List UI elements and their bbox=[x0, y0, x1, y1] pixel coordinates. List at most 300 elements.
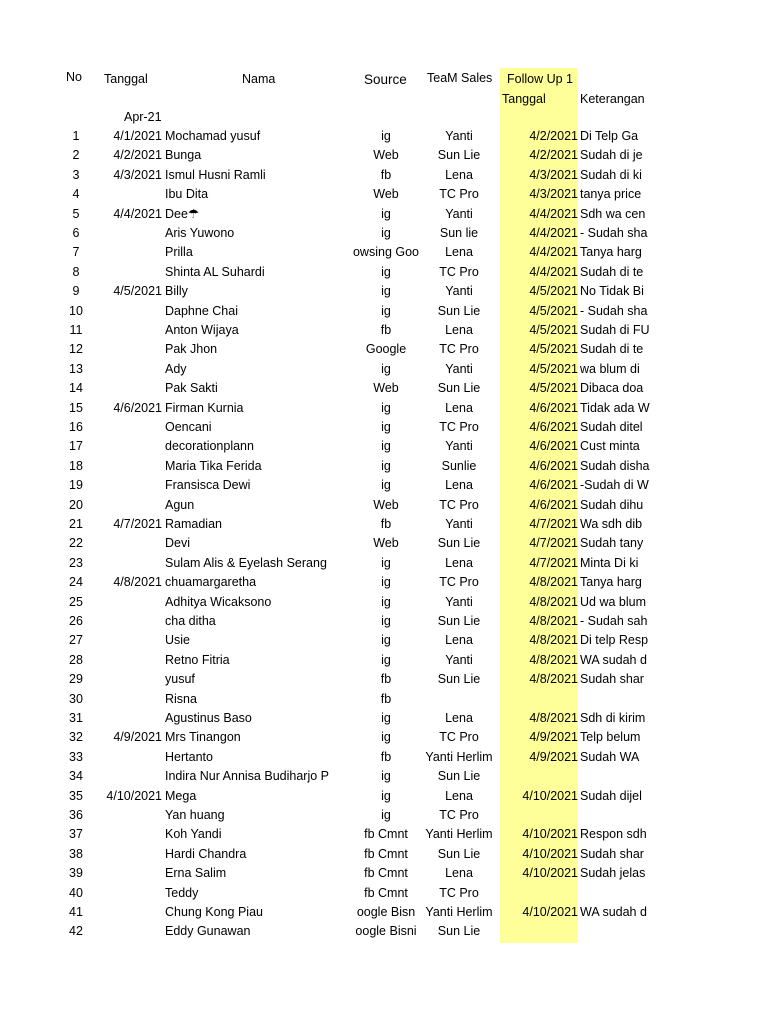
row-team-sales[interactable]: Yanti Herlim bbox=[425, 750, 493, 764]
row-number[interactable]: 34 bbox=[69, 769, 83, 783]
row-team-sales[interactable]: Lena bbox=[445, 789, 473, 803]
header-keterangan[interactable]: Keterangan bbox=[580, 92, 645, 106]
row-name[interactable]: Mochamad yusuf bbox=[165, 129, 261, 143]
row-source[interactable]: oogle Bisni bbox=[355, 924, 417, 938]
row-follow-up-date[interactable]: 4/6/2021 bbox=[529, 401, 578, 415]
row-source[interactable]: fb bbox=[380, 692, 392, 706]
row-team-sales[interactable]: Sun Lie bbox=[437, 304, 481, 318]
row-name[interactable]: cha ditha bbox=[165, 614, 216, 628]
row-name[interactable]: Aris Yuwono bbox=[165, 226, 235, 240]
row-follow-up-date[interactable]: 4/9/2021 bbox=[529, 730, 578, 744]
row-number[interactable]: 40 bbox=[69, 886, 83, 900]
row-team-sales[interactable]: Yanti Herlim bbox=[425, 905, 493, 919]
row-keterangan[interactable]: Tanya harg bbox=[580, 575, 642, 589]
row-keterangan[interactable]: Di Telp Ga bbox=[580, 129, 639, 143]
row-date[interactable] bbox=[96, 690, 162, 709]
row-name[interactable]: Teddy bbox=[165, 886, 199, 900]
row-follow-up-date[interactable]: 4/8/2021 bbox=[529, 653, 578, 667]
row-number[interactable]: 7 bbox=[72, 245, 80, 259]
row-keterangan[interactable]: Telp belum bbox=[580, 730, 641, 744]
row-follow-up-date[interactable]: 4/2/2021 bbox=[529, 129, 578, 143]
row-name[interactable]: Agun bbox=[165, 498, 195, 512]
row-keterangan[interactable]: Sudah shar bbox=[580, 672, 644, 686]
row-team-sales[interactable]: Lena bbox=[445, 711, 473, 725]
row-number[interactable]: 12 bbox=[69, 342, 83, 356]
row-number[interactable]: 19 bbox=[69, 478, 83, 492]
row-source[interactable]: Google bbox=[365, 342, 407, 356]
row-number[interactable]: 30 bbox=[69, 692, 83, 706]
row-keterangan[interactable]: Sudah WA bbox=[580, 750, 640, 764]
row-name[interactable]: Pak Sakti bbox=[165, 381, 218, 395]
row-team-sales[interactable]: TC Pro bbox=[439, 886, 479, 900]
row-date[interactable]: 4/4/2021 bbox=[113, 207, 162, 221]
row-team-sales[interactable]: Yanti bbox=[445, 653, 473, 667]
row-date[interactable] bbox=[96, 884, 162, 903]
row-source[interactable]: ig bbox=[381, 265, 391, 279]
row-follow-up-date[interactable]: 4/4/2021 bbox=[529, 245, 578, 259]
row-keterangan[interactable]: - Sudah sha bbox=[580, 304, 648, 318]
row-source[interactable]: ig bbox=[381, 129, 391, 143]
row-team-sales[interactable]: Lena bbox=[445, 633, 473, 647]
row-follow-up-date[interactable]: 4/6/2021 bbox=[529, 439, 578, 453]
row-keterangan[interactable]: - Sudah sah bbox=[580, 614, 648, 628]
row-number[interactable]: 2 bbox=[72, 148, 80, 162]
row-source[interactable]: fb Cmnt bbox=[364, 847, 408, 861]
row-date[interactable] bbox=[96, 302, 162, 321]
row-source[interactable]: fb bbox=[380, 517, 392, 531]
row-name[interactable]: Yan huang bbox=[165, 808, 225, 822]
row-number[interactable]: 23 bbox=[69, 556, 83, 570]
row-team-sales[interactable]: Lena bbox=[445, 323, 473, 337]
row-number[interactable]: 3 bbox=[72, 168, 80, 182]
month-label[interactable]: Apr-21 bbox=[124, 110, 162, 124]
row-keterangan[interactable]: Sudah shar bbox=[580, 847, 644, 861]
row-number[interactable]: 15 bbox=[69, 401, 83, 415]
row-team-sales[interactable]: Lena bbox=[445, 556, 473, 570]
row-keterangan[interactable]: wa blum di bbox=[580, 362, 640, 376]
row-team-sales[interactable]: Yanti Herlim bbox=[425, 827, 493, 841]
row-date[interactable] bbox=[96, 709, 162, 728]
row-name[interactable]: Mega bbox=[165, 789, 197, 803]
row-keterangan[interactable] bbox=[580, 690, 642, 709]
row-number[interactable]: 5 bbox=[72, 207, 80, 221]
row-team-sales[interactable]: TC Pro bbox=[439, 730, 479, 744]
row-team-sales[interactable]: Lena bbox=[445, 478, 473, 492]
row-team-sales[interactable]: TC Pro bbox=[439, 342, 479, 356]
row-name[interactable]: chuamargaretha bbox=[165, 575, 257, 589]
row-follow-up-date[interactable]: 4/10/2021 bbox=[522, 905, 578, 919]
row-team-sales[interactable]: Lena bbox=[445, 866, 473, 880]
row-follow-up-date[interactable]: 4/8/2021 bbox=[529, 595, 578, 609]
row-team-sales[interactable]: Sun lie bbox=[439, 226, 479, 240]
row-date[interactable]: 4/10/2021 bbox=[106, 789, 162, 803]
row-date[interactable] bbox=[96, 263, 162, 282]
row-date[interactable] bbox=[96, 806, 162, 825]
row-follow-up-date[interactable] bbox=[500, 806, 578, 825]
row-follow-up-date[interactable]: 4/4/2021 bbox=[529, 207, 578, 221]
row-team-sales[interactable]: Yanti bbox=[445, 129, 473, 143]
row-date[interactable]: 4/9/2021 bbox=[113, 730, 162, 744]
row-name[interactable]: Retno Fitria bbox=[165, 653, 230, 667]
row-source[interactable]: ig bbox=[381, 401, 391, 415]
row-name[interactable]: Firman Kurnia bbox=[165, 401, 244, 415]
row-source[interactable]: fb Cmnt bbox=[364, 866, 408, 880]
row-source[interactable]: ig bbox=[381, 439, 391, 453]
row-date[interactable] bbox=[96, 340, 162, 359]
row-source[interactable]: ig bbox=[381, 711, 391, 725]
row-follow-up-date[interactable] bbox=[500, 767, 578, 786]
row-date[interactable] bbox=[96, 476, 162, 495]
row-source[interactable]: ig bbox=[381, 478, 391, 492]
row-source[interactable]: Web bbox=[373, 187, 399, 201]
row-follow-up-date[interactable]: 4/2/2021 bbox=[529, 148, 578, 162]
row-source[interactable]: ig bbox=[381, 595, 391, 609]
row-number[interactable]: 25 bbox=[69, 595, 83, 609]
row-follow-up-date[interactable]: 4/6/2021 bbox=[529, 420, 578, 434]
row-name[interactable]: Dee☂ bbox=[165, 207, 200, 221]
row-date[interactable] bbox=[96, 825, 162, 844]
row-name[interactable]: Ismul Husni Ramli bbox=[165, 168, 266, 182]
row-team-sales[interactable]: Yanti bbox=[445, 517, 473, 531]
row-source[interactable]: ig bbox=[381, 769, 391, 783]
row-follow-up-date[interactable]: 4/5/2021 bbox=[529, 362, 578, 376]
header-team-sales[interactable]: TeaM Sales bbox=[427, 71, 493, 85]
row-keterangan[interactable]: -Sudah di W bbox=[580, 478, 649, 492]
row-number[interactable]: 1 bbox=[72, 129, 80, 143]
row-name[interactable]: Ady bbox=[165, 362, 187, 376]
header-follow-up-tanggal[interactable]: Tanggal bbox=[502, 92, 546, 106]
row-team-sales[interactable]: TC Pro bbox=[439, 498, 479, 512]
row-team-sales[interactable]: Sun Lie bbox=[437, 381, 481, 395]
row-source[interactable]: fb bbox=[380, 168, 392, 182]
row-team-sales[interactable]: Sun Lie bbox=[437, 924, 481, 938]
row-name[interactable]: Eddy Gunawan bbox=[165, 924, 251, 938]
row-date[interactable] bbox=[96, 670, 162, 689]
row-number[interactable]: 42 bbox=[69, 924, 83, 938]
row-number[interactable]: 13 bbox=[69, 362, 83, 376]
row-keterangan[interactable]: tanya price bbox=[580, 187, 642, 201]
row-date[interactable] bbox=[96, 651, 162, 670]
row-source[interactable]: Web bbox=[373, 381, 399, 395]
row-source[interactable]: ig bbox=[381, 575, 391, 589]
row-follow-up-date[interactable]: 4/5/2021 bbox=[529, 342, 578, 356]
row-name[interactable]: Billy bbox=[165, 284, 188, 298]
row-source[interactable]: oogle Bisn bbox=[356, 905, 416, 919]
row-name[interactable]: Pak Jhon bbox=[165, 342, 218, 356]
row-name[interactable]: Ibu Dita bbox=[165, 187, 209, 201]
row-team-sales[interactable]: TC Pro bbox=[439, 575, 479, 589]
row-team-sales[interactable]: Sun Lie bbox=[437, 672, 481, 686]
row-keterangan[interactable]: Respon sdh bbox=[580, 827, 647, 841]
row-follow-up-date[interactable]: 4/6/2021 bbox=[529, 498, 578, 512]
row-keterangan[interactable]: Sudah di je bbox=[580, 148, 643, 162]
row-source[interactable]: ig bbox=[381, 284, 391, 298]
row-name[interactable]: Ramadian bbox=[165, 517, 222, 531]
row-follow-up-date[interactable]: 4/10/2021 bbox=[522, 847, 578, 861]
row-number[interactable]: 29 bbox=[69, 672, 83, 686]
row-date[interactable] bbox=[96, 845, 162, 864]
row-name[interactable]: Shinta AL Suhardi bbox=[165, 265, 265, 279]
row-follow-up-date[interactable]: 4/4/2021 bbox=[529, 265, 578, 279]
row-date[interactable]: 4/2/2021 bbox=[113, 148, 162, 162]
row-keterangan[interactable] bbox=[580, 884, 642, 903]
row-date[interactable]: 4/8/2021 bbox=[113, 575, 162, 589]
header-nama[interactable]: Nama bbox=[242, 72, 276, 86]
row-source[interactable]: ig bbox=[381, 207, 391, 221]
row-name[interactable]: Agustinus Baso bbox=[165, 711, 252, 725]
row-follow-up-date[interactable]: 4/5/2021 bbox=[529, 304, 578, 318]
row-keterangan[interactable]: Di telp Resp bbox=[580, 633, 649, 647]
row-source[interactable]: Web bbox=[373, 498, 399, 512]
row-team-sales[interactable]: Lena bbox=[445, 168, 473, 182]
row-follow-up-date[interactable]: 4/8/2021 bbox=[529, 711, 578, 725]
row-name[interactable]: Erna Salim bbox=[165, 866, 227, 880]
row-team-sales[interactable]: TC Pro bbox=[439, 265, 479, 279]
row-keterangan[interactable] bbox=[580, 767, 642, 786]
row-keterangan[interactable]: Sdh wa cen bbox=[580, 207, 646, 221]
row-date[interactable] bbox=[96, 185, 162, 204]
row-number[interactable]: 20 bbox=[69, 498, 83, 512]
row-source[interactable]: ig bbox=[381, 653, 391, 667]
row-date[interactable] bbox=[96, 554, 162, 573]
row-source[interactable]: ig bbox=[381, 304, 391, 318]
row-number[interactable]: 33 bbox=[69, 750, 83, 764]
row-source[interactable]: ig bbox=[381, 730, 391, 744]
row-number[interactable]: 38 bbox=[69, 847, 83, 861]
row-follow-up-date[interactable]: 4/10/2021 bbox=[522, 789, 578, 803]
row-number[interactable]: 41 bbox=[69, 905, 83, 919]
row-source[interactable]: ig bbox=[381, 420, 391, 434]
row-team-sales[interactable]: Sun Lie bbox=[437, 614, 481, 628]
row-team-sales[interactable]: Sun Lie bbox=[437, 536, 481, 550]
row-team-sales[interactable]: TC Pro bbox=[439, 187, 479, 201]
row-name[interactable]: Indira Nur Annisa Budiharjo P bbox=[165, 769, 329, 783]
row-name[interactable]: Bunga bbox=[165, 148, 202, 162]
row-date[interactable] bbox=[96, 922, 162, 941]
row-number[interactable]: 26 bbox=[69, 614, 83, 628]
row-number[interactable]: 17 bbox=[69, 439, 83, 453]
row-date[interactable]: 4/7/2021 bbox=[113, 517, 162, 531]
row-keterangan[interactable]: No Tidak Bi bbox=[580, 284, 644, 298]
header-follow-up[interactable]: Follow Up 1 bbox=[507, 72, 573, 86]
row-date[interactable] bbox=[96, 534, 162, 553]
row-number[interactable]: 14 bbox=[69, 381, 83, 395]
row-keterangan[interactable] bbox=[580, 806, 642, 825]
row-team-sales[interactable] bbox=[421, 690, 497, 709]
row-team-sales[interactable]: Yanti bbox=[445, 207, 473, 221]
row-source[interactable]: ig bbox=[381, 614, 391, 628]
row-date[interactable] bbox=[96, 864, 162, 883]
row-date[interactable] bbox=[96, 903, 162, 922]
header-source[interactable]: Source bbox=[364, 72, 407, 87]
row-source[interactable]: ig bbox=[381, 789, 391, 803]
row-name[interactable]: Anton Wijaya bbox=[165, 323, 239, 337]
row-keterangan[interactable]: - Sudah sha bbox=[580, 226, 648, 240]
row-follow-up-date[interactable]: 4/6/2021 bbox=[529, 459, 578, 473]
row-follow-up-date[interactable]: 4/7/2021 bbox=[529, 517, 578, 531]
row-keterangan[interactable]: WA sudah d bbox=[580, 653, 647, 667]
row-source[interactable]: ig bbox=[381, 459, 391, 473]
row-date[interactable] bbox=[96, 379, 162, 398]
row-follow-up-date[interactable]: 4/10/2021 bbox=[522, 866, 578, 880]
row-date[interactable] bbox=[96, 457, 162, 476]
row-team-sales[interactable]: Yanti bbox=[445, 595, 473, 609]
row-number[interactable]: 31 bbox=[69, 711, 83, 725]
row-source[interactable]: fb bbox=[380, 323, 392, 337]
row-follow-up-date[interactable] bbox=[500, 690, 578, 709]
row-name[interactable]: decorationplann bbox=[165, 439, 254, 453]
row-keterangan[interactable]: Wa sdh dib bbox=[580, 517, 643, 531]
row-number[interactable]: 35 bbox=[69, 789, 83, 803]
row-keterangan[interactable]: Sudah di te bbox=[580, 265, 644, 279]
row-keterangan[interactable]: Sudah dihu bbox=[580, 498, 644, 512]
row-follow-up-date[interactable] bbox=[500, 884, 578, 903]
row-name[interactable]: Oencani bbox=[165, 420, 212, 434]
row-source[interactable]: ig bbox=[381, 362, 391, 376]
row-name[interactable]: Sulam Alis & Eyelash Serang bbox=[165, 556, 327, 570]
row-follow-up-date[interactable]: 4/7/2021 bbox=[529, 556, 578, 570]
row-team-sales[interactable]: Sun Lie bbox=[437, 847, 481, 861]
row-source[interactable]: Web bbox=[373, 148, 399, 162]
row-source[interactable]: ig bbox=[381, 808, 391, 822]
row-follow-up-date[interactable]: 4/5/2021 bbox=[529, 323, 578, 337]
row-source[interactable]: fb bbox=[380, 672, 392, 686]
row-date[interactable]: 4/3/2021 bbox=[113, 168, 162, 182]
row-team-sales[interactable]: Lena bbox=[445, 245, 473, 259]
row-follow-up-date[interactable]: 4/8/2021 bbox=[529, 575, 578, 589]
row-number[interactable]: 27 bbox=[69, 633, 83, 647]
row-team-sales[interactable]: Sun Lie bbox=[437, 148, 481, 162]
row-keterangan[interactable]: Cust minta bbox=[580, 439, 640, 453]
row-team-sales[interactable]: Lena bbox=[445, 401, 473, 415]
row-team-sales[interactable]: Yanti bbox=[445, 284, 473, 298]
header-tanggal[interactable]: Tanggal bbox=[104, 72, 148, 86]
row-date[interactable] bbox=[96, 593, 162, 612]
row-follow-up-date[interactable]: 4/3/2021 bbox=[529, 187, 578, 201]
row-source[interactable]: ig bbox=[381, 556, 391, 570]
row-number[interactable]: 28 bbox=[69, 653, 83, 667]
row-keterangan[interactable]: Sudah ditel bbox=[580, 420, 643, 434]
row-name[interactable]: Daphne Chai bbox=[165, 304, 238, 318]
row-date[interactable] bbox=[96, 767, 162, 786]
row-name[interactable]: Koh Yandi bbox=[165, 827, 222, 841]
header-no[interactable]: No bbox=[66, 70, 82, 84]
row-name[interactable]: Fransisca Dewi bbox=[165, 478, 251, 492]
row-source[interactable]: fb bbox=[380, 750, 392, 764]
row-date[interactable] bbox=[96, 748, 162, 767]
row-date[interactable] bbox=[96, 321, 162, 340]
row-keterangan[interactable]: Dibaca doa bbox=[580, 381, 644, 395]
row-date[interactable] bbox=[96, 631, 162, 650]
row-date[interactable]: 4/6/2021 bbox=[113, 401, 162, 415]
row-keterangan[interactable]: Sudah tany bbox=[580, 536, 644, 550]
row-date[interactable] bbox=[96, 496, 162, 515]
row-follow-up-date[interactable]: 4/8/2021 bbox=[529, 614, 578, 628]
row-keterangan[interactable]: Sudah di ki bbox=[580, 168, 642, 182]
row-date[interactable] bbox=[96, 360, 162, 379]
row-keterangan[interactable]: Tanya harg bbox=[580, 245, 642, 259]
row-date[interactable] bbox=[96, 437, 162, 456]
row-name[interactable]: Devi bbox=[165, 536, 191, 550]
row-source[interactable]: Web bbox=[373, 536, 399, 550]
row-number[interactable]: 37 bbox=[69, 827, 83, 841]
row-team-sales[interactable]: TC Pro bbox=[439, 808, 479, 822]
row-name[interactable]: Prilla bbox=[165, 245, 193, 259]
row-name[interactable]: Usie bbox=[165, 633, 191, 647]
row-team-sales[interactable]: Sun Lie bbox=[437, 769, 481, 783]
row-name[interactable]: Hardi Chandra bbox=[165, 847, 247, 861]
row-keterangan[interactable]: Ud wa blum bbox=[580, 595, 646, 609]
row-number[interactable]: 32 bbox=[69, 730, 83, 744]
row-number[interactable]: 16 bbox=[69, 420, 83, 434]
row-name[interactable]: Maria Tika Ferida bbox=[165, 459, 262, 473]
row-name[interactable]: Mrs Tinangon bbox=[165, 730, 241, 744]
row-keterangan[interactable]: Sudah di te bbox=[580, 342, 644, 356]
row-name[interactable]: Risna bbox=[165, 692, 197, 706]
row-keterangan[interactable]: Sudah dijel bbox=[580, 789, 642, 803]
row-keterangan[interactable]: Minta Di ki bbox=[580, 556, 639, 570]
row-number[interactable]: 21 bbox=[69, 517, 83, 531]
row-date[interactable]: 4/5/2021 bbox=[113, 284, 162, 298]
row-team-sales[interactable]: Yanti bbox=[445, 362, 473, 376]
row-date[interactable]: 4/1/2021 bbox=[113, 129, 162, 143]
row-keterangan[interactable]: Sudah disha bbox=[580, 459, 650, 473]
row-date[interactable] bbox=[96, 243, 162, 262]
row-number[interactable]: 22 bbox=[69, 536, 83, 550]
row-team-sales[interactable]: Yanti bbox=[445, 439, 473, 453]
row-source[interactable]: owsing Goo bbox=[352, 245, 419, 259]
row-follow-up-date[interactable]: 4/8/2021 bbox=[529, 672, 578, 686]
row-date[interactable] bbox=[96, 612, 162, 631]
row-follow-up-date[interactable]: 4/10/2021 bbox=[522, 827, 578, 841]
row-source[interactable]: fb Cmnt bbox=[364, 886, 408, 900]
row-follow-up-date[interactable]: 4/4/2021 bbox=[529, 226, 578, 240]
row-team-sales[interactable]: TC Pro bbox=[439, 420, 479, 434]
row-name[interactable]: yusuf bbox=[165, 672, 195, 686]
row-keterangan[interactable]: Sudah jelas bbox=[580, 866, 646, 880]
row-number[interactable]: 6 bbox=[72, 226, 80, 240]
row-number[interactable]: 11 bbox=[69, 323, 83, 337]
row-follow-up-date[interactable]: 4/5/2021 bbox=[529, 284, 578, 298]
row-keterangan[interactable]: Sudah di FU bbox=[580, 323, 650, 337]
row-source[interactable]: ig bbox=[381, 226, 391, 240]
row-keterangan[interactable]: WA sudah d bbox=[580, 905, 647, 919]
row-follow-up-date[interactable]: 4/6/2021 bbox=[529, 478, 578, 492]
row-follow-up-date[interactable]: 4/5/2021 bbox=[529, 381, 578, 395]
row-name[interactable]: Hertanto bbox=[165, 750, 213, 764]
row-keterangan[interactable] bbox=[580, 922, 642, 941]
row-number[interactable]: 4 bbox=[72, 187, 80, 201]
row-number[interactable]: 24 bbox=[69, 575, 83, 589]
row-name[interactable]: Chung Kong Piau bbox=[165, 905, 263, 919]
row-number[interactable]: 10 bbox=[69, 304, 83, 318]
row-number[interactable]: 39 bbox=[69, 866, 83, 880]
row-source[interactable]: ig bbox=[381, 633, 391, 647]
row-number[interactable]: 8 bbox=[72, 265, 80, 279]
row-date[interactable] bbox=[96, 418, 162, 437]
row-team-sales[interactable]: Sunlie bbox=[441, 459, 477, 473]
row-date[interactable] bbox=[96, 224, 162, 243]
row-number[interactable]: 9 bbox=[72, 284, 80, 298]
row-follow-up-date[interactable]: 4/7/2021 bbox=[529, 536, 578, 550]
row-source[interactable]: fb Cmnt bbox=[364, 827, 408, 841]
row-keterangan[interactable]: Tidak ada W bbox=[580, 401, 650, 415]
row-name[interactable]: Adhitya Wicaksono bbox=[165, 595, 272, 609]
row-follow-up-date[interactable]: 4/3/2021 bbox=[529, 168, 578, 182]
row-keterangan[interactable]: Sdh di kirim bbox=[580, 711, 646, 725]
row-follow-up-date[interactable]: 4/9/2021 bbox=[529, 750, 578, 764]
row-number[interactable]: 36 bbox=[69, 808, 83, 822]
